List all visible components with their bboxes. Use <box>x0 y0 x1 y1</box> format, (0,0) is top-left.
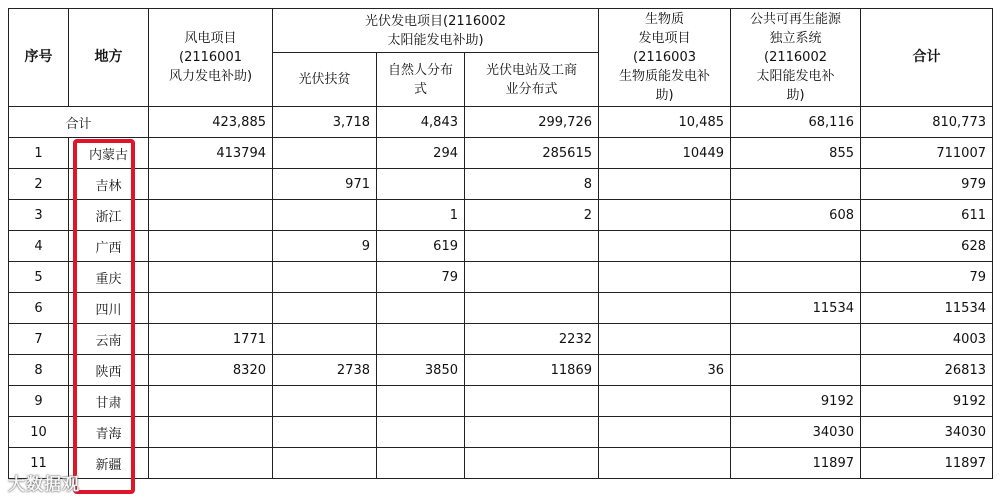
row-pv-natural: 1 <box>377 200 465 231</box>
header-pv-poverty: 光伏扶贫 <box>273 53 377 107</box>
row-biomass <box>599 293 731 324</box>
row-seq: 11 <box>9 448 69 479</box>
row-pv-station: 2232 <box>465 324 599 355</box>
row-pv-poverty <box>273 200 377 231</box>
row-pv-natural <box>377 417 465 448</box>
row-total-value: 11534 <box>861 293 993 324</box>
row-pv-station: 11869 <box>465 355 599 386</box>
row-seq: 7 <box>9 324 69 355</box>
row-seq: 5 <box>9 262 69 293</box>
row-offgrid: 608 <box>731 200 861 231</box>
row-pv-station <box>465 386 599 417</box>
header-region: 地方 <box>69 9 149 107</box>
highlight-box <box>73 139 135 494</box>
row-seq: 6 <box>9 293 69 324</box>
row-offgrid: 11534 <box>731 293 861 324</box>
row-seq: 9 <box>9 386 69 417</box>
row-biomass <box>599 386 731 417</box>
row-biomass: 36 <box>599 355 731 386</box>
header-wind: 风电项目 (2116001 风力发电补助) <box>149 9 273 107</box>
row-seq: 1 <box>9 138 69 169</box>
row-total-value: 711007 <box>861 138 993 169</box>
row-region: 浙江 <box>69 200 149 231</box>
row-biomass <box>599 200 731 231</box>
row-total-value: 979 <box>861 169 993 200</box>
row-region: 青海 <box>69 417 149 448</box>
row-region: 云南 <box>69 324 149 355</box>
row-biomass <box>599 448 731 479</box>
row-total-value: 628 <box>861 231 993 262</box>
watermark-text: 大数据观 <box>8 475 80 495</box>
row-region: 内蒙古 <box>69 138 149 169</box>
table-row <box>9 293 993 324</box>
total-wind: 423,885 <box>149 107 273 138</box>
row-pv-station: 2 <box>465 200 599 231</box>
total-biomass: 10,485 <box>599 107 731 138</box>
row-biomass <box>599 169 731 200</box>
row-wind <box>149 417 273 448</box>
row-pv-poverty <box>273 262 377 293</box>
row-biomass <box>599 262 731 293</box>
row-pv-natural <box>377 386 465 417</box>
row-wind <box>149 293 273 324</box>
row-region: 四川 <box>69 293 149 324</box>
row-seq: 10 <box>9 417 69 448</box>
row-wind <box>149 231 273 262</box>
row-wind: 8320 <box>149 355 273 386</box>
total-pv-poverty: 3,718 <box>273 107 377 138</box>
row-pv-natural <box>377 448 465 479</box>
row-total-value: 34030 <box>861 417 993 448</box>
row-pv-natural: 294 <box>377 138 465 169</box>
row-offgrid <box>731 262 861 293</box>
row-pv-poverty <box>273 386 377 417</box>
row-seq: 3 <box>9 200 69 231</box>
header-total: 合计 <box>861 9 993 107</box>
row-offgrid: 34030 <box>731 417 861 448</box>
row-region: 新疆 <box>69 448 149 479</box>
row-biomass <box>599 417 731 448</box>
row-pv-poverty <box>273 324 377 355</box>
row-biomass <box>599 231 731 262</box>
header-pv-natural: 自然人分布 式 <box>377 53 465 107</box>
row-seq: 8 <box>9 355 69 386</box>
total-pv-station: 299,726 <box>465 107 599 138</box>
row-region: 陕西 <box>69 355 149 386</box>
row-region: 广西 <box>69 231 149 262</box>
row-pv-natural <box>377 324 465 355</box>
row-pv-natural: 3850 <box>377 355 465 386</box>
row-total-value: 79 <box>861 262 993 293</box>
row-offgrid <box>731 169 861 200</box>
row-total-value: 26813 <box>861 355 993 386</box>
row-offgrid <box>731 355 861 386</box>
row-pv-station <box>465 448 599 479</box>
row-pv-station: 8 <box>465 169 599 200</box>
table-row <box>9 355 993 386</box>
total-offgrid: 68,116 <box>731 107 861 138</box>
row-region: 吉林 <box>69 169 149 200</box>
table-row <box>9 138 993 169</box>
row-seq: 4 <box>9 231 69 262</box>
row-pv-poverty: 9 <box>273 231 377 262</box>
subsidy-table <box>8 8 993 479</box>
row-offgrid <box>731 231 861 262</box>
row-wind: 413794 <box>149 138 273 169</box>
row-wind <box>149 262 273 293</box>
table-row <box>9 386 993 417</box>
row-wind <box>149 448 273 479</box>
header-seq: 序号 <box>9 9 69 107</box>
row-wind <box>149 200 273 231</box>
row-total-value: 9192 <box>861 386 993 417</box>
row-pv-poverty: 971 <box>273 169 377 200</box>
row-biomass <box>599 324 731 355</box>
row-pv-poverty <box>273 138 377 169</box>
row-offgrid: 9192 <box>731 386 861 417</box>
row-biomass: 10449 <box>599 138 731 169</box>
row-pv-poverty: 2738 <box>273 355 377 386</box>
row-region: 重庆 <box>69 262 149 293</box>
row-region: 甘肃 <box>69 386 149 417</box>
row-seq: 2 <box>9 169 69 200</box>
row-wind: 1771 <box>149 324 273 355</box>
row-pv-poverty <box>273 448 377 479</box>
row-pv-station <box>465 231 599 262</box>
table-row <box>9 417 993 448</box>
table-row <box>9 324 993 355</box>
total-pv-natural: 4,843 <box>377 107 465 138</box>
row-offgrid <box>731 324 861 355</box>
row-total-value: 11897 <box>861 448 993 479</box>
table-row <box>9 262 993 293</box>
row-pv-natural <box>377 293 465 324</box>
row-pv-station <box>465 417 599 448</box>
row-pv-natural <box>377 169 465 200</box>
row-pv-station: 285615 <box>465 138 599 169</box>
header-pv-station: 光伏电站及工商 业分布式 <box>465 53 599 107</box>
header-pv-group: 光伏发电项目(2116002 太阳能发电补助) <box>273 9 599 53</box>
row-wind <box>149 169 273 200</box>
total-total: 810,773 <box>861 107 993 138</box>
header-biomass: 生物质 发电项目 (2116003 生物质能发电补 助) <box>599 9 731 107</box>
row-offgrid: 11897 <box>731 448 861 479</box>
row-pv-natural: 619 <box>377 231 465 262</box>
row-offgrid: 855 <box>731 138 861 169</box>
row-wind <box>149 386 273 417</box>
row-pv-natural: 79 <box>377 262 465 293</box>
table-row <box>9 200 993 231</box>
table-row <box>9 448 993 479</box>
row-total-value: 4003 <box>861 324 993 355</box>
header-offgrid: 公共可再生能源 独立系统 (2116002 太阳能发电补 助) <box>731 9 861 107</box>
row-pv-station <box>465 293 599 324</box>
row-pv-station <box>465 262 599 293</box>
total-row <box>9 107 993 138</box>
table-row <box>9 231 993 262</box>
row-total-value: 611 <box>861 200 993 231</box>
table-row <box>9 169 993 200</box>
total-label: 合计 <box>9 107 149 138</box>
row-pv-poverty <box>273 417 377 448</box>
row-pv-poverty <box>273 293 377 324</box>
